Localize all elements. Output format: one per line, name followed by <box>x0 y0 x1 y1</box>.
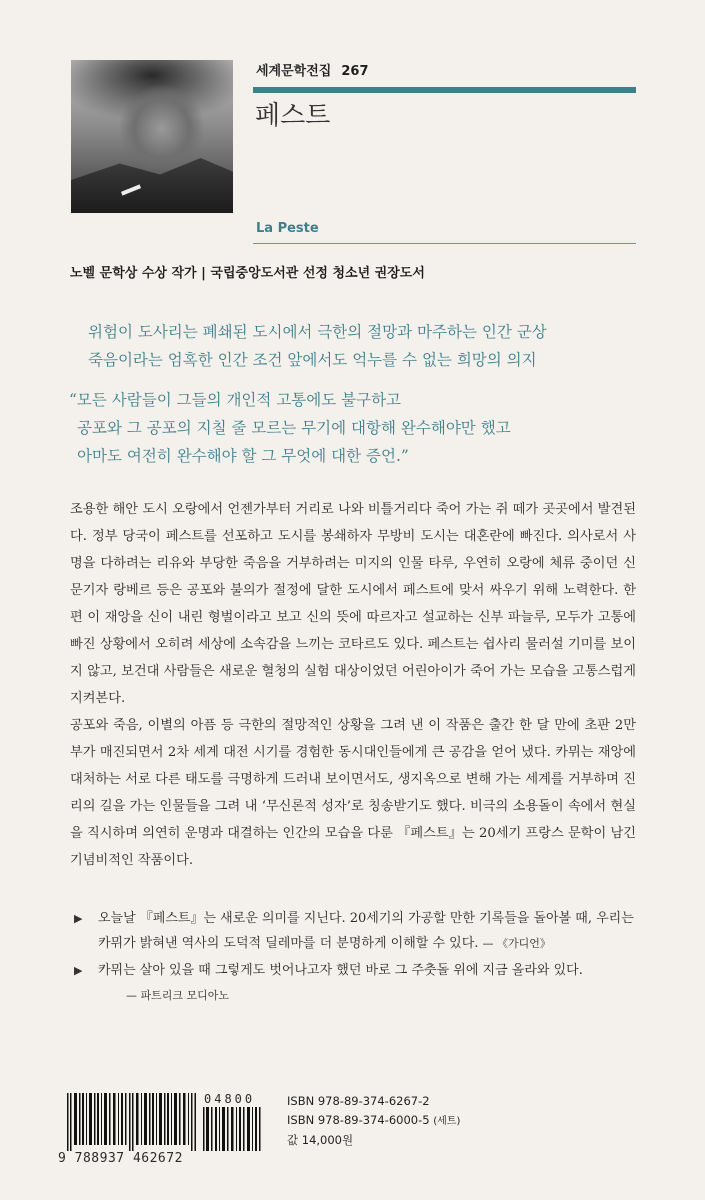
award-line: 노벨 문학상 수상 작가 | 국립중앙도서관 선정 청소년 권장도서 <box>70 266 425 281</box>
quote-line: 아마도 여전히 완수해야 할 그 무엇에 대한 증언.” <box>77 447 409 465</box>
review-source: — 《가디언》 <box>482 937 551 950</box>
quote-line: “모든 사람들이 그들의 개인적 고통에도 불구하고 <box>69 391 402 409</box>
synopsis <box>70 496 636 874</box>
ean-barcode <box>67 1093 197 1151</box>
review-source: — 파트리크 모디아노 <box>126 989 230 1002</box>
synopsis-paragraph: 공포와 죽음, 이별의 아픔 등 극한의 절망적인 상황을 그려 낸 이 작품은 출간 한 달 만에 초판 2만 부가 매진되면서 2차 세계 대전 시기를 경험한 동시대인들에게 큰 공감을 얻어 냈다. 카뮈는 재앙에 대처하는 서로 다른 태도를 극명하게 드러내 보이면서도, 생지옥으로 변해 가는 세계를 거부하며 진리의 길을 가는 인물들을 그려 내 ‘무신론적 성자’로 칭송받기도 했다. 비극의 소용돌이 속에서 현실을 직시하며 의연히 운명과 대결하는 인간의 모습을 다룬 『페스트』는 20세기 프랑스 문학이 남긴 기념비적인 작품이다. <box>70 718 636 868</box>
triangle-bullet-icon: ▶ <box>74 912 83 925</box>
synopsis-paragraph: 조용한 해안 도시 오랑에서 언젠가부터 거리로 나와 비틀거리다 죽어 가는 쥐 떼가 곳곳에서 발견된다. 정부 당국이 페스트를 선포하고 도시를 봉쇄하자 무방비 도시는 대혼란에 빠진다. 의사로서 사명을 다하려는 리유와 부당한 죽음을 거부하려는 미지의 인물 타루, 우연히 오랑에 체류 중이던 신문기자 랑베르 등은 공포와 불의가 절정에 달한 도시에서 페스트에 맞서 싸우기 위해 노력한다. 한편 이 재앙을 신이 내린 형벌이라고 보고 신의 뜻에 따르자고 설교하는 신부 파늘루, 모두가 고통에 빠진 상황에서 오히려 세상에 소속감을 느끼는 코타르도 있다. 페스트는 쉽사리 물러설 기미를 보이지 않고, 보건대 사람들은 새로운 혈청의 실험 대상이었던 어린아이가 죽어 가는 모습을 고통스럽게 지켜본다. <box>70 502 636 706</box>
review-text: 오늘날 『페스트』는 새로운 의미를 지닌다. 20세기의 가공할 만한 기록들을 돌아볼 때, 우리는 카뮈가 밝혀낸 역사의 도덕적 딜레마를 더 분명하게 이해할 수 있다. <box>98 911 634 951</box>
isbn-block <box>287 1092 460 1150</box>
isbn-line: ISBN 978-89-374-6000-5 <box>287 1113 430 1127</box>
original-title: La Peste <box>256 221 319 236</box>
review-list <box>74 906 638 1008</box>
isbn-set-note: (세트) <box>433 1116 461 1127</box>
triangle-bullet-icon: ▶ <box>74 964 83 977</box>
review-text: 카뮈는 살아 있을 때 그렇게도 벗어나고자 했던 바로 그 주춧돌 위에 지금 올라와 있다. <box>98 963 583 978</box>
review-item <box>74 958 638 1008</box>
subtitle-divider <box>253 243 636 244</box>
series-name: 세계문학전집 <box>256 64 332 79</box>
tagline <box>88 318 547 374</box>
tagline-line: 위험이 도사리는 폐쇄된 도시에서 극한의 절망과 마주하는 인간 군상 <box>88 323 547 341</box>
barcode-number: 9 788937 462672 <box>58 1151 183 1166</box>
book-title: 페스트 <box>255 101 331 131</box>
review-item <box>74 906 638 956</box>
quote-line: 공포와 그 공포의 지칠 줄 모르는 무기에 대항해 완수해야만 했고 <box>77 419 511 437</box>
price-label: 값 14,000원 <box>287 1133 354 1147</box>
author-coat-shape <box>71 158 233 213</box>
author-photo <box>71 60 233 213</box>
series-label <box>256 60 369 79</box>
title-bar-divider <box>253 87 636 93</box>
barcode-addon-number: 04800 <box>204 1092 256 1106</box>
series-number: 267 <box>341 64 369 79</box>
tagline-line: 죽음이라는 엄혹한 인간 조건 앞에서도 억누를 수 없는 희망의 의지 <box>88 351 537 369</box>
addon-barcode <box>203 1107 263 1151</box>
isbn-line: ISBN 978-89-374-6267-2 <box>287 1094 430 1108</box>
pull-quote <box>69 386 511 470</box>
